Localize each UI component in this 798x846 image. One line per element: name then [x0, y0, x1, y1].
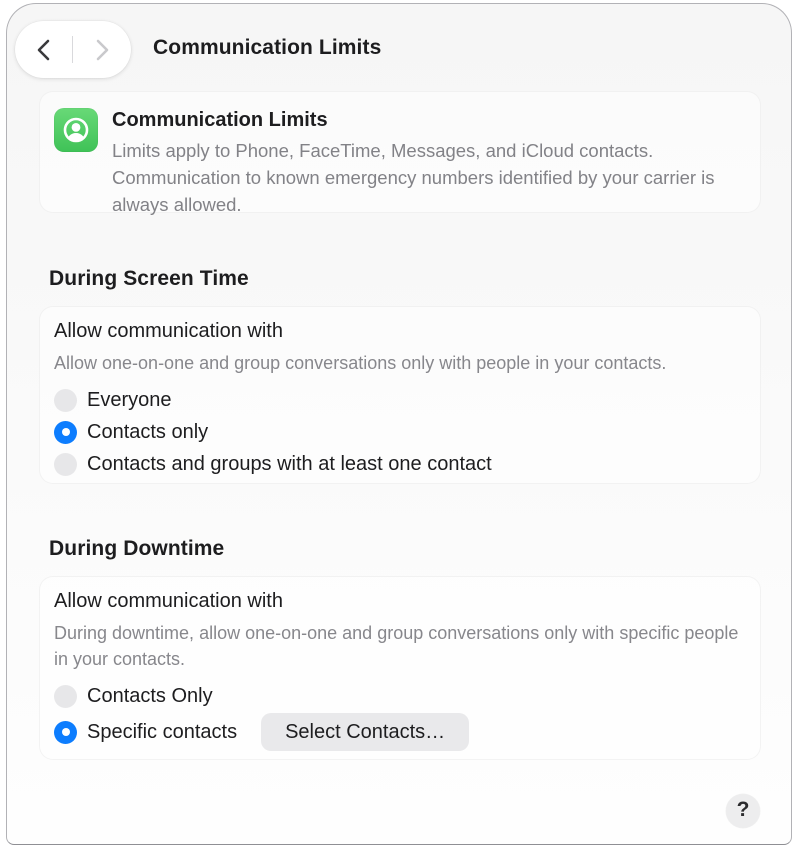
radio-label: Contacts only	[87, 420, 209, 443]
section-heading-during-screen-time: During Screen Time	[49, 267, 249, 290]
radio-row-specific-contacts[interactable]	[54, 712, 744, 752]
settings-window	[6, 3, 792, 845]
chevron-left-icon	[32, 37, 56, 63]
help-button[interactable]	[726, 794, 760, 828]
radio-contacts-only[interactable]	[54, 421, 77, 444]
question-mark-icon: ?	[736, 798, 750, 821]
group-label: Allow communication with	[54, 320, 283, 342]
radio-label: Specific contacts	[87, 720, 238, 743]
radio-label: Everyone	[87, 388, 172, 411]
downtime-group-box	[39, 576, 761, 760]
select-contacts-button[interactable]: Select Contacts…	[261, 713, 469, 751]
group-description: Allow one-on-one and group conversations only with people in your contacts.	[54, 353, 667, 373]
section-heading-during-downtime: During Downtime	[49, 537, 225, 560]
radio-everyone[interactable]	[54, 389, 77, 412]
contacts-app-icon	[54, 108, 98, 152]
info-card-title: Communication Limits	[112, 109, 328, 131]
nav-back-forward-pill	[15, 21, 131, 78]
radio-specific-contacts[interactable]	[54, 721, 77, 744]
radio-downtime-contacts-only[interactable]	[54, 685, 77, 708]
radio-row-contacts-and-groups[interactable]	[54, 448, 744, 480]
group-label: Allow communication with	[54, 590, 283, 612]
screen-time-group-box	[39, 306, 761, 484]
radio-row-downtime-contacts-only[interactable]	[54, 680, 744, 712]
radio-row-contacts-only[interactable]	[54, 416, 744, 448]
page-title: Communication Limits	[153, 36, 382, 59]
group-description: During downtime, allow one-on-one and group conversations only with specific people in your contacts.	[54, 623, 739, 669]
back-button[interactable]	[22, 28, 66, 72]
radio-row-everyone[interactable]	[54, 384, 744, 416]
chevron-right-icon	[90, 37, 114, 63]
info-card-description: Limits apply to Phone, FaceTime, Messages, and iCloud contacts. Communication to known emergency numbers identified by your carrier is always allowed.	[112, 140, 715, 215]
radio-label: Contacts and groups with at least one contact	[87, 452, 492, 475]
info-card	[39, 91, 761, 213]
forward-button[interactable]	[80, 28, 124, 72]
radio-contacts-and-groups[interactable]	[54, 453, 77, 476]
radio-label: Contacts Only	[87, 684, 213, 707]
nav-divider	[72, 36, 73, 63]
